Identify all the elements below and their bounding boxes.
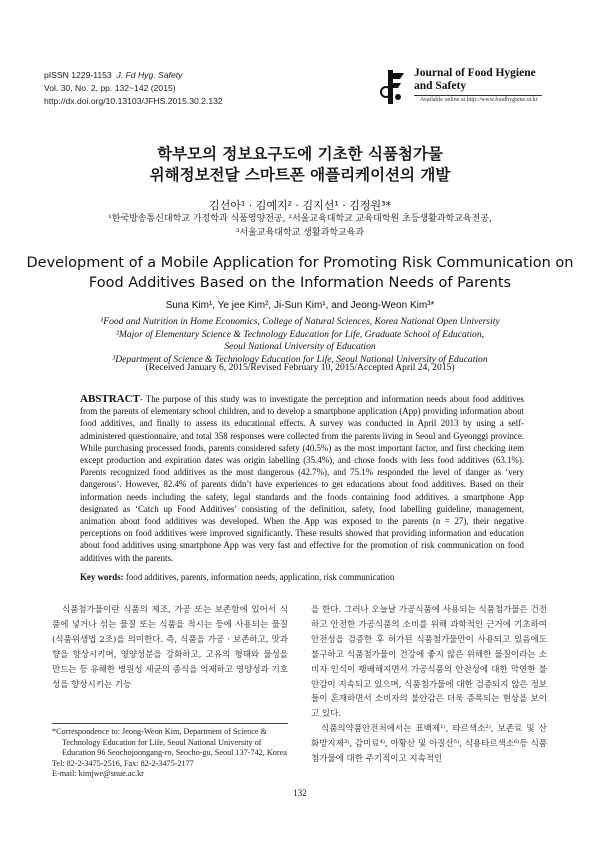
correspondence-email[interactable]: E-mail: kimjwe@snue.ac.kr — [52, 769, 144, 779]
body-paragraph: 식품첨가물이란 식품의 제조, 가공 또는 보존함에 있어서 식품에 넣거나 섞는 물질 또는 식품을 적시는 등에 사용되는 물질(식품위생법 2조)을 의미한다. 즉, 식품을 가공 · 보존하고, 맛과 향을 향상시키며, 영양성분을 강화하고, 고유의 형태와 물성을 만드는 등 유해한 병원성 세균의 증식을 억제하고 영양성과 기호성을 향상시키는 기능 — [52, 605, 288, 690]
body-paragraph: 을 한다. 그러나 오늘날 가공식품에 사용되는 식품첨가물은 건전하고 안전한 가공식품의 소비를 위해 과학적인 근거에 기초하여 안전성을 검증한 후 허가된 식품첨가물만이 사용되고 있음에도 불구하고 식품첨가물이 건강에 좋지 않은 위해한 물질이라는 소비자 인식이 팽배해지면서 가공식품의 안전성에 대한 막연한 불안감이 지속되고 있으며, 식품첨가물에 대한 검증되지 않은 정보들이 혼재하면서 소비자의 불안감은 더욱 증폭되는 현상을 보이고 있다. — [311, 605, 547, 720]
keywords — [80, 572, 524, 582]
logo-availability-text[interactable]: Available online at http://www.foodhygiene.or.kr — [420, 97, 538, 103]
abstract-text: - The purpose of this study was to investigate the perception and information needs about food additives from the parents of elementary school children, and to develop a smartphone application (App) providing information about food additives, and finally to assess its educational effects. A survey was conducted in April 2013 by using a self-administered questionnaire, and total 358 responses were collected from the parents living in Seoul and Gyeonggi province. While purchasing processed foods, parents considered safety (40.5%) as the most important factor, and first checking item except production and expiration dates was origin labelling (35.4%), and chose foods with less food additives (63.1%). Parents recognized food additives as the most dangerous (42.7%), and 75.1% responded the level of danger as ‘very dangerous’. However, 82.4% of parents didn’t have experiences to get educations about food additives. Based on their information needs including the safety, legal standards and the foods containing food additives. a smartphone App designated as ‘Catch up Food Additives’ consisting of the definition, safety, food labelling guideline, management, animation about food additives was developed. When the App was exposed to the parents (n = 27), their negative perceptions on food additives were improved significantly. These results showed that providing information and education about food additives using smartphone App was very fast and effective for the promotion of risk communication on food additives with the parents. — [80, 394, 524, 563]
abstract-label: ABSTRACT — [80, 393, 140, 405]
page-number: 132 — [293, 788, 307, 798]
keywords-text: food additives, parents, information needs, application, risk communication — [125, 572, 395, 582]
journal-citation-block — [44, 69, 223, 108]
korean-title: 학부모의 정보요구도에 기초한 식품첨가물 위해정보전달 스마트폰 애플리케이션의 개발 — [149, 145, 451, 184]
logo-title: Journal of Food Hygiene and Safety — [414, 67, 536, 92]
keywords-label: Key words: — [80, 572, 124, 582]
journal-abbrev: J. Fd Hyg. Safety — [116, 70, 183, 80]
korean-affiliations: ¹한국방송통신대학교 가정학과 식품영양전공, ²서울교육대학교 교육대학원 초등생활과학교육전공, ³서울교육대학교 생활과학교육과 — [108, 214, 492, 238]
doi-link[interactable]: http://dx.doi.org/10.13103/JFHS.2015.30.2.132 — [44, 96, 223, 106]
english-title: Development of a Mobile Application for Promoting Risk Communication on Food Additives Based on the Information Needs of Parents — [26, 255, 574, 291]
english-affiliations: ¹Food and Nutrition in Home Economics, College of Natural Sciences, Korea National Open University ²Major of Elementary Science & Technology Education for Life, Graduate School of Education, Seoul National University of Education ³Department of Science & Technology Education for Life, Seoul National University of Education — [100, 316, 500, 365]
issn-line: pISSN 1229-1153 J. Fd Hyg. Safety — [44, 70, 183, 80]
abstract — [80, 393, 524, 564]
korean-authors: 김선아¹ · 김예지² · 김지선¹ · 김정원³* — [208, 199, 392, 212]
journal-logo — [380, 66, 546, 106]
body-column-right — [311, 603, 547, 767]
english-authors: Suna Kim¹, Ye jee Kim², Ji-Sun Kim¹, and Jeong-Weon Kim³* — [165, 300, 435, 311]
logo-divider — [414, 95, 542, 96]
received-dates: (Received January 6, 2015/Revised February 10, 2015/Accepted April 24, 2015) — [145, 362, 455, 373]
body-column-left — [52, 603, 288, 692]
volume-line: Vol. 30, No. 2, pp. 132~142 (2015) — [44, 83, 176, 93]
body-paragraph: 식품의약품안전처에서는 표백제¹⁾, 타르색소²⁾, 보존료 및 산화방지제³⁾, 감미료⁴⁾, 아황산 및 아질산⁵⁾, 식용타르색소⁶⁾등 식품첨가물에 대한 주기적이고 지속적인 — [311, 724, 547, 765]
journal-logo-icon — [380, 70, 408, 104]
footnote-divider — [52, 723, 288, 724]
correspondence-footnote: *Correspondence to: Jeong-Weon Kim, Department of Science & Technology Education for Life, Seoul National University of Education 96 Seochojoongang-ro, Seocho-gu, Seoul 137-742, Korea Tel: 82-2-3475-2516, Fax: 82-2-3475-2177 E-mail: kimjwe@snue.ac.kr — [52, 727, 292, 780]
